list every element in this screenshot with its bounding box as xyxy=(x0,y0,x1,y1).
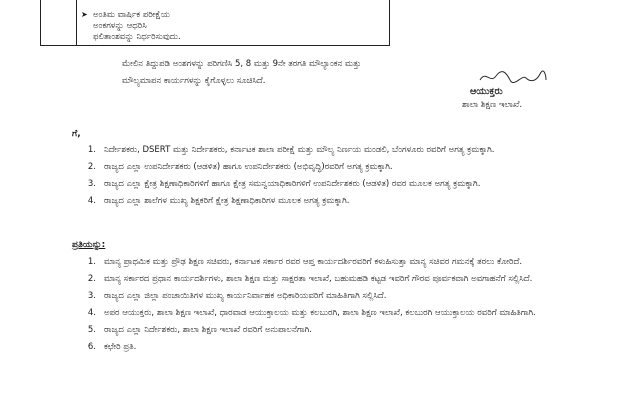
item-number: 1. xyxy=(87,257,96,267)
to-list xyxy=(76,144,596,212)
table-cell-line: ಅಂಕಗಳನ್ನು ಆಧರಿಸಿ xyxy=(93,21,147,31)
item-text: ಮಾನ್ಯ ಸರ್ಕಾರದ ಪ್ರಧಾನ ಕಾರ್ಯದರ್ಶಿಗಳು, ಶಾಲಾ ಶಿಕ್ಷಣ ಮತ್ತು ಸಾಕ್ಷರತಾ ಇಲಾಖೆ, ಬಹುಮಹಡಿ ಕಟ್ಟಡ ಇವರಿಗೆ ಗೌರವ ಪೂರ್ವಕವಾಗಿ ಅವಗಾಹನೆಗೆ ಸಲ್ಲಿಸಿದೆ. xyxy=(104,274,533,284)
signature-scribble xyxy=(478,68,548,86)
item-number: 2. xyxy=(87,274,96,284)
list-item xyxy=(76,144,596,157)
signatory-department: ಶಾಲಾ ಶಿಕ್ಷಣ ಇಲಾಖೆ. xyxy=(462,100,523,110)
table-cell-line: ಫಲಿತಾಂಶವನ್ನು ನಿರ್ಧರಿಸುವುದು. xyxy=(93,32,181,42)
item-number: 2. xyxy=(87,162,96,172)
table-divider xyxy=(76,0,77,45)
item-text: ರಾಜ್ಯದ ಎಲ್ಲಾ ಉಪನಿರ್ದೇಶಕರು (ಆಡಳಿತ) ಹಾಗೂ ಉಪನಿರ್ದೇಶಕರು (ಅಭಿವೃದ್ಧಿ)ರವರಿಗೆ ಅಗತ್ಯ ಕ್ರಮಕ್ಕಾಗಿ. xyxy=(104,162,393,172)
list-item xyxy=(76,195,596,208)
list-item xyxy=(76,256,596,269)
item-number: 4. xyxy=(87,308,96,318)
item-text: ನಿರ್ದೇಶಕರು, DSERT ಮತ್ತು ನಿರ್ದೇಶಕರು, ಕರ್ನಾಟಕ ಶಾಲಾ ಪರೀಕ್ಷೆ ಮತ್ತು ಮೌಲ್ಯ ನಿರ್ಣಯ ಮಂಡಲಿ, ಬೆಂಗಳೂರು ರವರಿಗೆ ಅಗತ್ಯ ಕ್ರಮಕ್ಕಾಗಿ. xyxy=(104,145,495,155)
list-item xyxy=(76,324,596,337)
cc-heading: ಪ್ರತಿಯನ್ನು: xyxy=(72,240,106,250)
item-number: 6. xyxy=(87,342,96,352)
item-text: ಅಪರ ಆಯುಕ್ತರು, ಶಾಲಾ ಶಿಕ್ಷಣ ಇಲಾಖೆ, ಧಾರವಾಡ ಆಯುಕ್ತಾಲಯ ಮತ್ತು ಕಲಬುರಗಿ, ಶಾಲಾ ಶಿಕ್ಷಣ ಇಲಾಖೆ, ಕಲಬುರಗಿ ಆಯುಕ್ತಾಲಯ ರವರಿಗೆ ಮಾಹಿತಿಗಾಗಿ. xyxy=(104,308,536,318)
signatory-title: ಆಯುಕ್ತರು xyxy=(470,86,503,97)
to-heading: ಗೆ, xyxy=(72,129,81,139)
list-item xyxy=(76,178,596,191)
intro-line: ಮೇಲಿನ ತಿದ್ದುಪಡಿ ಅಂಶಗಳನ್ನು ಪರಿಗಣಿಸಿ 5, 8 ಮತ್ತು 9ನೇ ತರಗತಿ ಮೌಲ್ಯಾಂಕನ ಮತ್ತು xyxy=(122,59,362,69)
item-number: 1. xyxy=(87,145,96,155)
item-text: ಮಾನ್ಯ ಪ್ರಾಥಮಿಕ ಮತ್ತು ಪ್ರೌಢ ಶಿಕ್ಷಣ ಸಚಿವರು, ಕರ್ನಾಟಕ ಸರ್ಕಾರ ರವರ ಆಪ್ತ ಕಾರ್ಯದರ್ಶಿರವರಿಗೆ ಕಳುಹಿಸುತ್ತಾ ಮಾನ್ಯ ಸಚಿವರ ಗಮನಕ್ಕೆ ತರಲು ಕೋರಿದೆ. xyxy=(104,257,523,267)
table-cell-box xyxy=(40,0,390,46)
item-text: ರಾಜ್ಯದ ಎಲ್ಲಾ ಶಾಲೆಗಳ ಮುಖ್ಯ ಶಿಕ್ಷಕರಿಗೆ ಕ್ಷೇತ್ರ ಶಿಕ್ಷಣಾಧಿಕಾರಿಗಳ ಮೂಲಕ ಅಗತ್ಯ ಕ್ರಮಕ್ಕಾಗಿ. xyxy=(104,196,350,206)
list-item xyxy=(76,307,596,320)
list-item xyxy=(76,341,596,354)
item-number: 4. xyxy=(87,196,96,206)
item-text: ರಾಜ್ಯದ ಎಲ್ಲಾ ಕ್ಷೇತ್ರ ಶಿಕ್ಷಣಾಧಿಕಾರಿಗಳಿಗೆ ಹಾಗೂ ಕ್ಷೇತ್ರ ಸಮನ್ವಯಾಧಿಕಾರಿಗಳಿಗೆ ಉಪನಿರ್ದೇಶಕರು (ಆಡಳಿತ) ರವರ ಮೂಲಕ ಅಗತ್ಯ ಕ್ರಮಕ್ಕಾಗಿ. xyxy=(104,179,481,189)
item-text: ರಾಜ್ಯದ ಎಲ್ಲಾ ಜಿಲ್ಲಾ ಪಂಚಾಯಿತಿಗಳ ಮುಖ್ಯ ಕಾರ್ಯನಿರ್ವಾಹಕ ಅಧಿಕಾರಿಯವರಿಗೆ ಮಾಹಿತಿಗಾಗಿ ಸಲ್ಲಿಸಿದೆ. xyxy=(104,291,387,301)
arrow-bullet-icon: ➤ xyxy=(81,10,88,19)
list-item xyxy=(76,273,596,286)
table-cell-text xyxy=(81,9,381,43)
list-item xyxy=(76,161,596,174)
item-number: 5. xyxy=(87,325,96,335)
table-cell-line: ಅಂತಿಮ ವಾರ್ಷಿಕ ಪರೀಕ್ಷೆಯ xyxy=(93,10,170,20)
item-number: 3. xyxy=(87,179,96,189)
cc-list xyxy=(76,256,596,358)
list-item xyxy=(76,290,596,303)
item-text: ರಾಜ್ಯದ ಎಲ್ಲಾ ನಿರ್ದೇಶಕರು, ಶಾಲಾ ಶಿಕ್ಷಣ ಇಲಾಖೆ ರವರಿಗೆ ಅನುಪಾಲನೆಗಾಗಿ. xyxy=(104,325,312,335)
item-number: 3. xyxy=(87,291,96,301)
intro-line: ಮೌಲ್ಯಮಾಪನ ಕಾರ್ಯಗಳನ್ನು ಕೈಗೊಳ್ಳಲು ಸೂಚಿಸಿದೆ. xyxy=(122,76,266,86)
item-text: ಕಛೇರಿ ಪ್ರತಿ. xyxy=(104,342,137,352)
